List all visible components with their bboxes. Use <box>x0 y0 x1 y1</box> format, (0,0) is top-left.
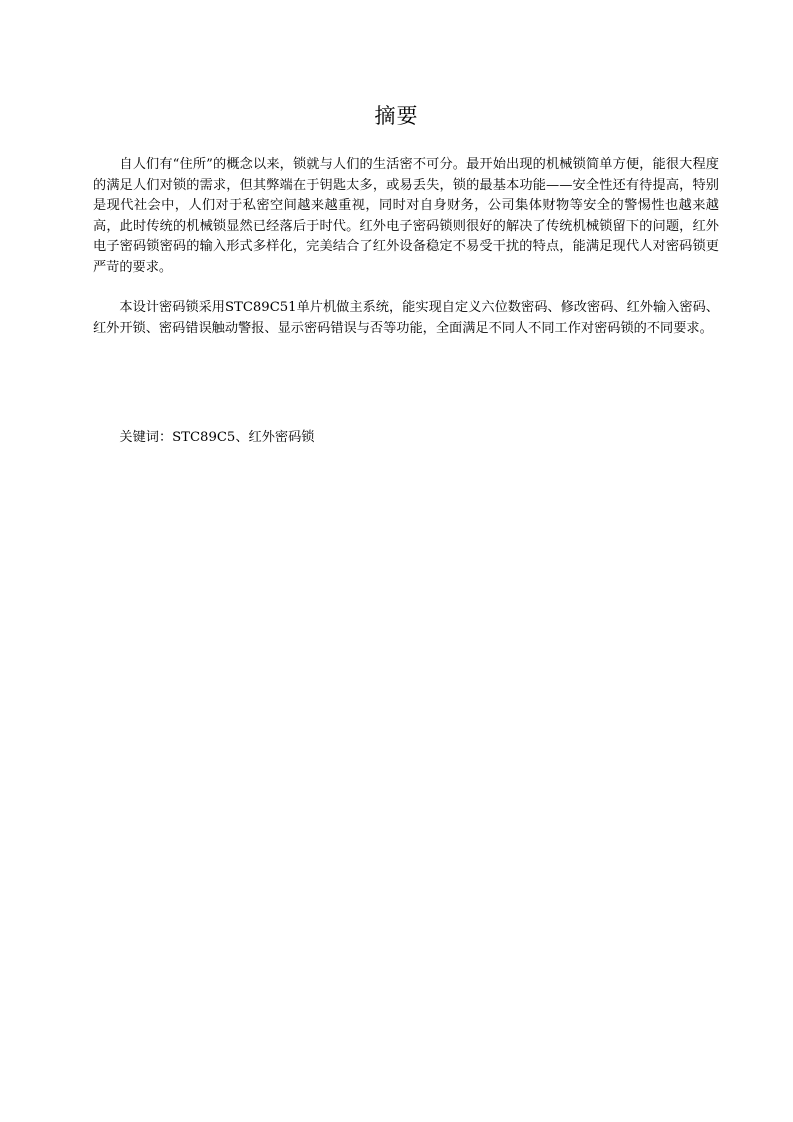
keywords-line: 关键词：STC89C5、红外密码锁 <box>119 430 315 445</box>
abstract-paragraph-2: 本设计密码锁采用STC89C51单片机做主系统，能实现自定义六位数密码、修改密码、红外输入密码、红外开锁、密码错误触动警报、显示密码错误与否等功能，全面满足不同人不同工作对密码锁的不同要求。 <box>93 300 719 336</box>
abstract-paragraph-1: 自人们有“住所”的概念以来，锁就与人们的生活密不可分。最开始出现的机械锁简单方便，能很大程度的满足人们对锁的需求，但其弊端在于钥匙太多，或易丢失，锁的最基本功能——安全性还有待提高，特别是现代社会中，人们对于私密空间越来越重视，同时对自身财务，公司集体财物等安全的警惕性也越来越高，此时传统的机械锁显然已经落后于时代。红外电子密码锁则很好的解决了传统机械锁留下的问题，红外电子密码锁密码的输入形式多样化，完美结合了红外设备稳定不易受干扰的特点，能满足现代人对密码锁更严苛的要求。 <box>93 157 719 275</box>
page-title: 摘要 <box>374 104 419 128</box>
